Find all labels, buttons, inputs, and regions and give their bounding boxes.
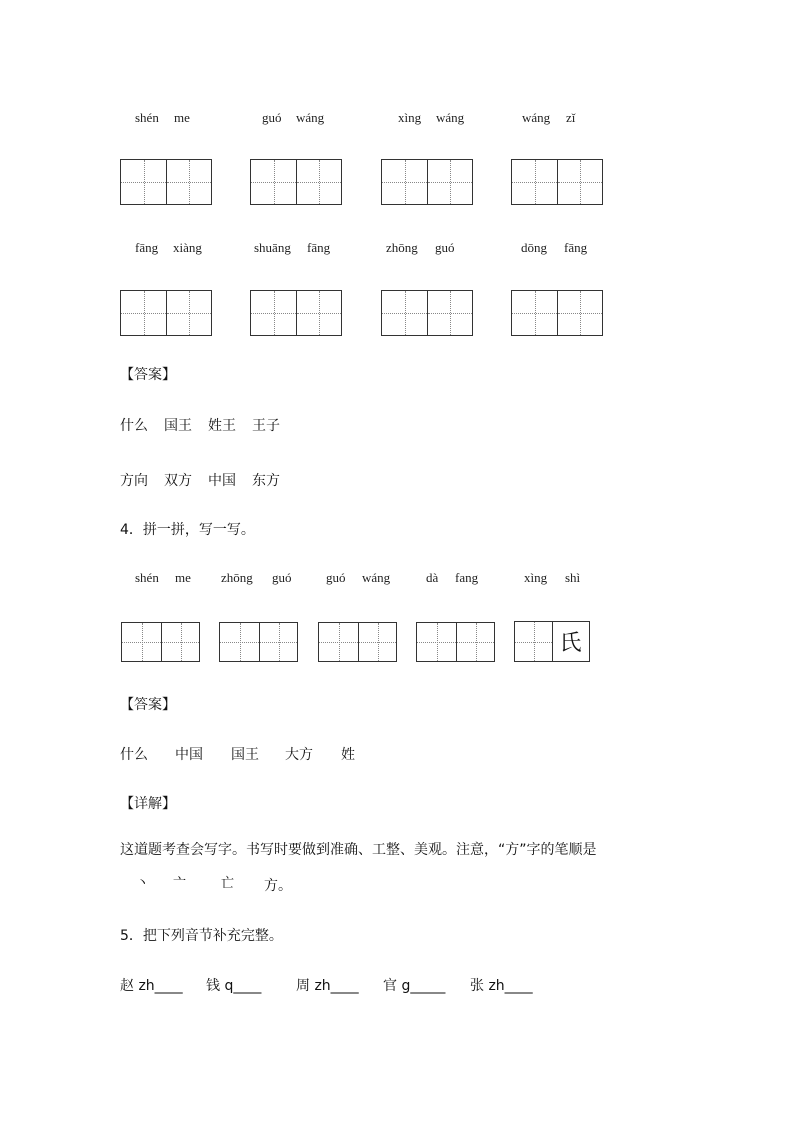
pinyin: shén — [135, 570, 159, 585]
answer-word: 东方 — [252, 473, 280, 489]
syllable-blank[interactable]: 赵 zh____ — [120, 978, 183, 994]
pinyin: wáng — [296, 110, 325, 125]
grid-cell[interactable] — [557, 160, 602, 204]
pinyin: fāng — [564, 240, 588, 255]
question-5-title: 5．把下列音节补充完整。 — [120, 928, 283, 944]
pinyin: guó — [326, 570, 346, 585]
answer-word: 大方 — [285, 747, 313, 763]
writing-grid[interactable] — [381, 159, 473, 205]
grid-cell[interactable] — [251, 291, 296, 335]
writing-grid[interactable] — [121, 622, 200, 662]
answer-word: 国王 — [231, 747, 259, 763]
grid-cell[interactable] — [319, 623, 358, 661]
syllable-blank[interactable]: 官 g_____ — [383, 978, 446, 994]
grid-cell[interactable] — [382, 160, 427, 204]
answer-word: 什么 — [120, 747, 148, 763]
grid-cell[interactable] — [557, 291, 602, 335]
pinyin: guó — [262, 110, 282, 125]
writing-grid[interactable] — [219, 622, 298, 662]
syllable-blank[interactable]: 张 zh____ — [470, 978, 533, 994]
detail-label: 【详解】 — [120, 796, 176, 812]
grid-cell[interactable] — [166, 160, 211, 204]
grid-cell[interactable] — [296, 160, 341, 204]
pinyin: xìng — [398, 110, 422, 125]
pinyin: guó — [272, 570, 292, 585]
answer-word: 什么 — [120, 418, 148, 434]
writing-grid[interactable] — [381, 290, 473, 336]
pinyin: wáng — [522, 110, 551, 125]
grid-cell[interactable] — [456, 623, 494, 661]
writing-grid[interactable] — [416, 622, 495, 662]
grid-cell[interactable] — [512, 291, 557, 335]
answer-word: 姓 — [341, 747, 355, 763]
pinyin: fāng — [135, 240, 159, 255]
pinyin: shuāng — [254, 240, 291, 255]
answer-word: 方向 — [120, 473, 148, 489]
writing-grid[interactable] — [120, 159, 212, 205]
grid-cell[interactable] — [358, 623, 396, 661]
pinyin: me — [174, 110, 190, 125]
pinyin: fāng — [307, 240, 331, 255]
stroke-step: 亡 — [221, 876, 235, 891]
writing-grid[interactable] — [511, 159, 603, 205]
detail-text: 这道题考查会写字。书写时要做到准确、工整、美观。注意，“方”字的笔顺是 — [120, 842, 597, 858]
pinyin: wáng — [436, 110, 465, 125]
pinyin: guó — [435, 240, 455, 255]
pinyin: zhōng — [386, 240, 418, 255]
grid-cell[interactable] — [382, 291, 427, 335]
grid-cell[interactable] — [427, 291, 472, 335]
pinyin: zǐ — [566, 110, 576, 125]
writing-grid[interactable] — [514, 621, 590, 662]
grid-cell-prefilled — [552, 622, 588, 661]
writing-grid[interactable] — [120, 290, 212, 336]
answer-label: 【答案】 — [120, 697, 176, 713]
grid-cell[interactable] — [251, 160, 296, 204]
writing-grid[interactable] — [318, 622, 397, 662]
answer-word: 王子 — [252, 418, 280, 434]
answer-word: 国王 — [164, 418, 192, 434]
grid-cell[interactable] — [121, 291, 166, 335]
stroke-step: 丶 — [136, 876, 150, 891]
grid-cell[interactable] — [220, 623, 259, 661]
stroke-step: 方。 — [264, 878, 292, 894]
grid-cell[interactable] — [515, 622, 552, 661]
writing-grid[interactable] — [511, 290, 603, 336]
grid-cell[interactable] — [417, 623, 456, 661]
pinyin: zhōng — [221, 570, 253, 585]
grid-cell[interactable] — [122, 623, 161, 661]
pinyin: shì — [565, 570, 581, 585]
writing-grid[interactable] — [250, 159, 342, 205]
writing-grid[interactable] — [250, 290, 342, 336]
grid-cell[interactable] — [296, 291, 341, 335]
question-4-title: 4．拼一拼，写一写。 — [120, 522, 255, 538]
pinyin: xìng — [524, 570, 548, 585]
pinyin: dōng — [521, 240, 547, 255]
grid-cell[interactable] — [512, 160, 557, 204]
grid-cell[interactable] — [121, 160, 166, 204]
pinyin: shén — [135, 110, 159, 125]
grid-cell[interactable] — [427, 160, 472, 204]
answer-word: 中国 — [175, 747, 203, 763]
pinyin: me — [175, 570, 191, 585]
answer-label: 【答案】 — [120, 367, 176, 383]
grid-cell[interactable] — [161, 623, 199, 661]
pinyin: xiàng — [173, 240, 202, 255]
pinyin: wáng — [362, 570, 391, 585]
answer-word: 双方 — [164, 473, 192, 489]
pinyin: dà — [426, 570, 439, 585]
stroke-step: 亠 — [173, 876, 187, 891]
pinyin: fang — [455, 570, 479, 585]
grid-cell[interactable] — [259, 623, 297, 661]
answer-word: 中国 — [208, 473, 236, 489]
syllable-blank[interactable]: 钱 q____ — [206, 978, 262, 994]
prefilled-character: 氏 — [559, 631, 582, 656]
grid-cell[interactable] — [166, 291, 211, 335]
answer-word: 姓王 — [208, 418, 236, 434]
syllable-blank[interactable]: 周 zh____ — [296, 978, 359, 994]
